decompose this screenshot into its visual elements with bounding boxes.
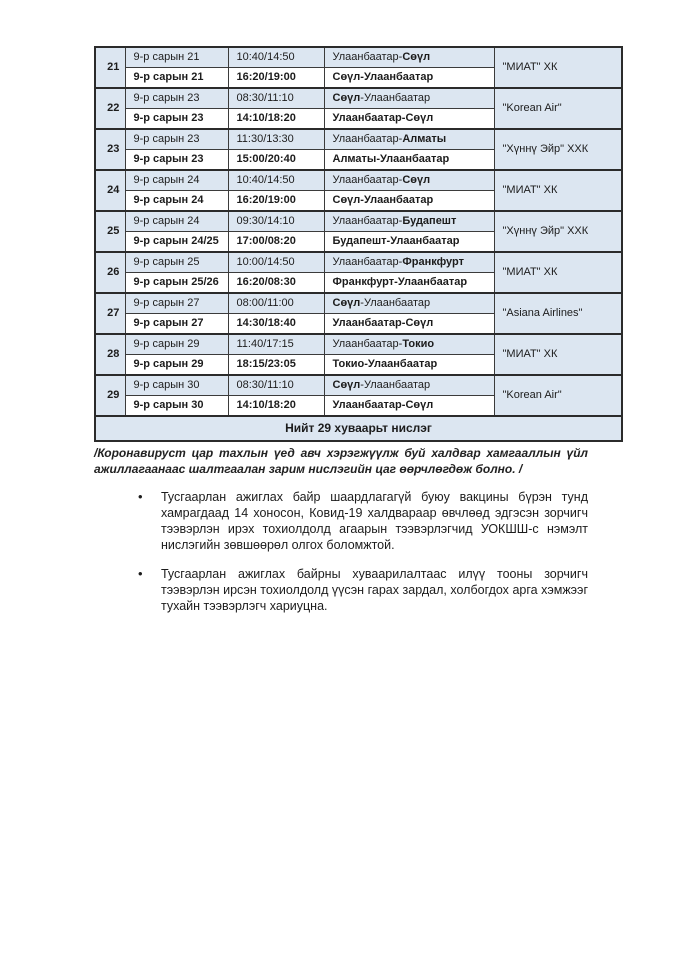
route-segment: Улаанбаатар- <box>332 317 406 329</box>
route-segment: -Улаанбаатар <box>360 194 434 206</box>
flight-row-outbound <box>95 375 622 396</box>
flight-time: 11:30/13:30 <box>228 129 324 150</box>
route-segment: Сөүл <box>405 399 434 411</box>
flight-route <box>324 88 494 109</box>
flight-route <box>324 375 494 396</box>
flight-date: 9-р сарын 29 <box>125 334 228 355</box>
flight-time: 14:10/18:20 <box>228 396 324 417</box>
flight-row-outbound <box>95 252 622 273</box>
row-number: 23 <box>95 129 125 170</box>
flight-time: 08:00/11:00 <box>228 293 324 314</box>
route-segment: Улаанбаатар- <box>332 215 403 227</box>
route-segment: Улаанбаатар- <box>332 133 403 145</box>
flight-row-outbound <box>95 211 622 232</box>
route-segment: Улаанбаатар- <box>332 174 403 186</box>
route-segment: Сөүл <box>332 71 361 83</box>
airline-name: "Хүннү Эйр" ХХК <box>494 211 622 252</box>
flight-row-outbound <box>95 293 622 314</box>
route-segment: Будапешт <box>332 235 387 247</box>
flight-route <box>324 273 494 294</box>
flight-time: 15:00/20:40 <box>228 150 324 171</box>
route-segment: Сөүл <box>405 317 434 329</box>
route-segment: Улаанбаатар- <box>332 112 406 124</box>
route-segment: Сөүл <box>332 297 361 309</box>
airline-name: "МИАТ" ХК <box>494 252 622 293</box>
flight-route <box>324 47 494 68</box>
flight-date: 9-р сарын 24 <box>125 170 228 191</box>
flight-date: 9-р сарын 21 <box>125 68 228 89</box>
route-segment: -Улаанбаатар <box>394 276 468 288</box>
flight-time: 10:40/14:50 <box>228 47 324 68</box>
flight-route <box>324 170 494 191</box>
total-flights-label: Нийт 29 хуваарьт нислэг <box>95 416 622 441</box>
flight-time: 16:20/08:30 <box>228 273 324 294</box>
flight-row-outbound <box>95 129 622 150</box>
route-segment: -Улаанбаатар <box>386 235 460 247</box>
flight-date: 9-р сарын 24 <box>125 211 228 232</box>
bullet-item <box>138 489 588 553</box>
flight-date: 9-р сарын 30 <box>125 375 228 396</box>
flight-date: 9-р сарын 25 <box>125 252 228 273</box>
flight-row-outbound <box>95 47 622 68</box>
flight-date: 9-р сарын 24/25 <box>125 232 228 253</box>
route-segment: Франкфурт <box>402 256 464 268</box>
flight-date: 9-р сарын 27 <box>125 314 228 335</box>
flight-time: 14:10/18:20 <box>228 109 324 130</box>
flight-date: 9-р сарын 30 <box>125 396 228 417</box>
bullet-text: Тусгаарлан ажиглах байр шаардлагагүй буюу вакцины бүрэн тунд хамрагдаад 14 хоносон, Ковид-19 халдвараар өвчлөөд эдгэсэн зорчигч тээвэрлэн ирэх тохиолдолд агаарын тээвэрлэгчид УОКШШ-с нэмэлт нислэгийн зөвшөөрөл олгох боломжтой. <box>161 490 588 552</box>
flight-time: 10:40/14:50 <box>228 170 324 191</box>
route-segment: Будапешт <box>402 215 457 227</box>
bullet-icon: • <box>138 489 143 504</box>
flight-route <box>324 68 494 89</box>
conditions-bullet-list <box>138 489 588 627</box>
flight-route <box>324 109 494 130</box>
route-segment: Алматы <box>402 133 447 145</box>
row-number: 28 <box>95 334 125 375</box>
route-segment: Сөүл <box>405 112 434 124</box>
flight-date: 9-р сарын 24 <box>125 191 228 212</box>
route-segment: -Улаанбаатар <box>364 358 438 370</box>
route-segment: Франкфурт <box>332 276 395 288</box>
bullet-item <box>138 566 588 614</box>
airline-name: "Korean Air" <box>494 375 622 416</box>
airline-name: "МИАТ" ХК <box>494 170 622 211</box>
flight-route <box>324 129 494 150</box>
airline-name: "МИАТ" ХК <box>494 47 622 88</box>
airline-name: "Korean Air" <box>494 88 622 129</box>
route-segment: -Улаанбаатар <box>360 71 434 83</box>
flight-schedule-body <box>95 47 622 416</box>
route-segment: Улаанбаатар- <box>332 51 403 63</box>
flight-route <box>324 252 494 273</box>
flight-route <box>324 293 494 314</box>
route-segment: Сөүл <box>402 51 431 63</box>
flight-route <box>324 211 494 232</box>
flight-date: 9-р сарын 23 <box>125 88 228 109</box>
flight-time: 16:20/19:00 <box>228 191 324 212</box>
route-segment: Улаанбаатар- <box>332 399 406 411</box>
airline-name: "Хүннү Эйр" ХХК <box>494 129 622 170</box>
flight-route <box>324 314 494 335</box>
route-segment: Сөүл <box>402 174 431 186</box>
row-number: 25 <box>95 211 125 252</box>
flight-date: 9-р сарын 23 <box>125 150 228 171</box>
route-segment: -Улаанбаатар <box>360 92 431 104</box>
route-segment: -Улаанбаатар <box>376 153 450 165</box>
row-number: 21 <box>95 47 125 88</box>
route-segment: Сөүл <box>332 194 361 206</box>
route-segment: Улаанбаатар- <box>332 256 403 268</box>
airline-name: "Asiana Airlines" <box>494 293 622 334</box>
flight-date: 9-р сарын 25/26 <box>125 273 228 294</box>
route-segment: Сөүл <box>332 92 361 104</box>
flight-time: 09:30/14:10 <box>228 211 324 232</box>
covid-disclaimer-note: /Коронавируст цар тахлын үед авч хэрэгжүүлж буй халдвар хамгааллын үйл ажиллагаанаас шалтгаалан зарим нислэгийн цаг өөрчлөгдөж болно. / <box>94 446 588 476</box>
flight-time: 08:30/11:10 <box>228 88 324 109</box>
flight-time: 14:30/18:40 <box>228 314 324 335</box>
flight-row-outbound <box>95 88 622 109</box>
row-number: 29 <box>95 375 125 416</box>
flight-date: 9-р сарын 23 <box>125 109 228 130</box>
flight-time: 17:00/08:20 <box>228 232 324 253</box>
route-segment: Сөүл <box>332 379 361 391</box>
flight-date: 9-р сарын 27 <box>125 293 228 314</box>
flight-route <box>324 355 494 376</box>
flight-time: 08:30/11:10 <box>228 375 324 396</box>
flight-route <box>324 396 494 417</box>
row-number: 26 <box>95 252 125 293</box>
row-number: 22 <box>95 88 125 129</box>
route-segment: Алматы <box>332 153 377 165</box>
flight-route <box>324 191 494 212</box>
airline-name: "МИАТ" ХК <box>494 334 622 375</box>
table-total-row <box>95 416 622 441</box>
flight-time: 18:15/23:05 <box>228 355 324 376</box>
flight-row-outbound <box>95 334 622 355</box>
flight-row-outbound <box>95 170 622 191</box>
route-segment: Улаанбаатар- <box>332 338 403 350</box>
bullet-text: Тусгаарлан ажиглах байрны хуваарилалтаас илүү тооны зорчигч тээвэрлэн ирсэн тохиолдолд үүсэн гарах зардал, холбогдох арга хэмжээг тухайн тээвэрлэгч хариуцна. <box>161 567 588 613</box>
flight-date: 9-р сарын 21 <box>125 47 228 68</box>
flight-time: 11:40/17:15 <box>228 334 324 355</box>
route-segment: Токио <box>402 338 435 350</box>
flight-route <box>324 150 494 171</box>
route-segment: Токио <box>332 358 365 370</box>
flight-time: 10:00/14:50 <box>228 252 324 273</box>
flight-schedule-table <box>94 46 623 442</box>
row-number: 27 <box>95 293 125 334</box>
bullet-icon: • <box>138 566 143 581</box>
flight-date: 9-р сарын 23 <box>125 129 228 150</box>
flight-time: 16:20/19:00 <box>228 68 324 89</box>
flight-route <box>324 232 494 253</box>
flight-route <box>324 334 494 355</box>
row-number: 24 <box>95 170 125 211</box>
route-segment: -Улаанбаатар <box>360 379 431 391</box>
route-segment: -Улаанбаатар <box>360 297 431 309</box>
flight-date: 9-р сарын 29 <box>125 355 228 376</box>
